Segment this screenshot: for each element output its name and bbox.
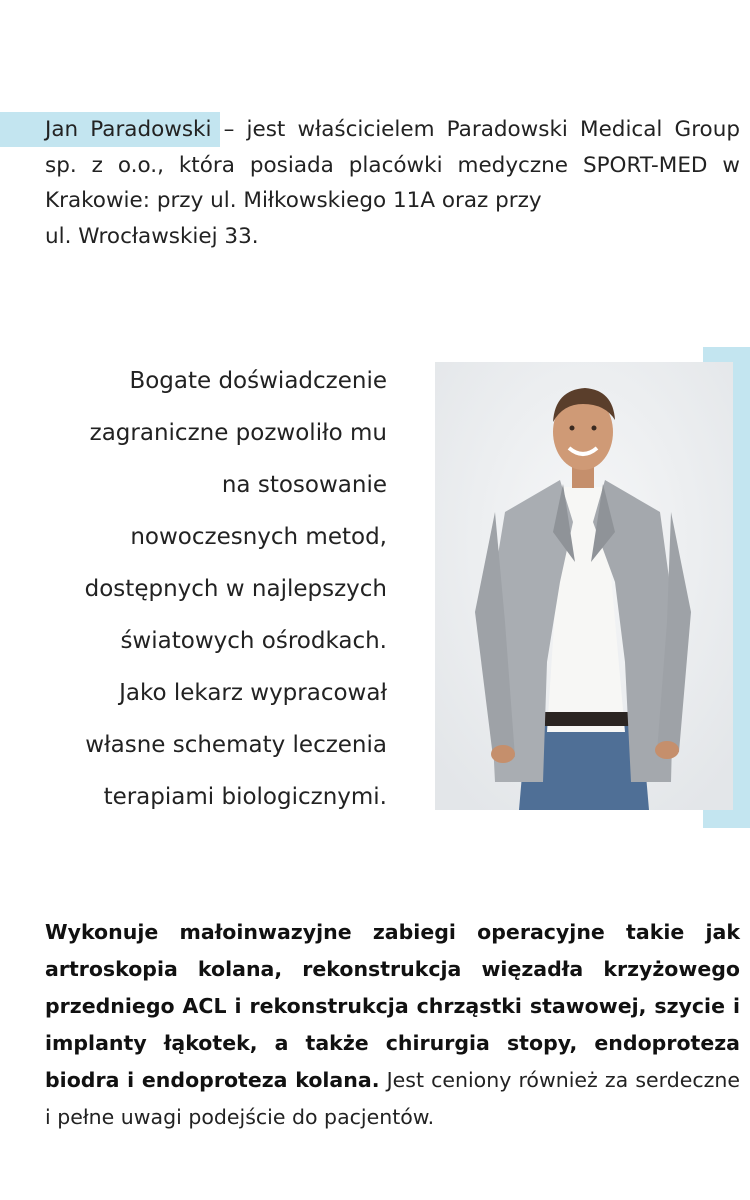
- quote-line: światowych ośrodkach.: [120, 628, 387, 654]
- quote-line: dostępnych w najlepszych: [84, 576, 387, 602]
- portrait-photo: [435, 362, 733, 810]
- intro-paragraph: [45, 112, 740, 254]
- experience-quote: [45, 355, 387, 823]
- quote-line: zagraniczne pozwoliło mu: [89, 420, 387, 446]
- quote-line: Jako lekarz wypracował: [119, 680, 387, 706]
- intro-text: – jest właścicielem Paradowski Medical Group sp. z o.o., która posiada placówki medyczne SPORT-MED w Krakowie: przy ul. Miłkowskiego 11A oraz przy: [45, 117, 740, 213]
- procedures-bold-text: Wykonuje małoinwazyjne zabiegi operacyjne takie jak artroskopia kolana, rekonstrukcja więzadła krzyżowego przedniego ACL i rekonstrukcja chrząstki stawowej, szycie i implanty łąkotek, a także chirurgia stopy, endoproteza biodra i endoproteza kolana.: [45, 920, 740, 1092]
- intro-address-line: ul. Wrocławskiej 33.: [45, 223, 259, 249]
- procedures-paragraph: [45, 914, 740, 1136]
- quote-line: Bogate doświadczenie: [129, 368, 387, 394]
- man-portrait-illustration: [435, 362, 733, 810]
- procedures-normal-text: Jest ceniony również za serdeczne i pełne uwagi podejście do pacjentów.: [45, 1068, 740, 1129]
- doctor-name: Jan Paradowski: [45, 117, 212, 142]
- quote-line: terapiami biologicznymi.: [103, 784, 387, 810]
- quote-line: nowoczesnych metod,: [130, 524, 387, 550]
- quote-line: na stosowanie: [221, 472, 387, 498]
- quote-line: własne schematy leczenia: [85, 732, 387, 758]
